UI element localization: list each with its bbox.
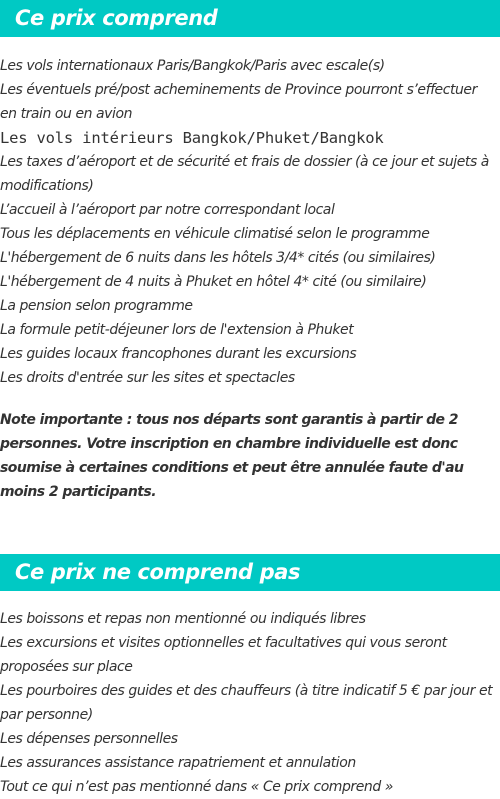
excluded-item-drinks-meals: Les boissons et repas non mentionné ou indiqués libres	[0, 611, 366, 627]
excluded-item-optional-excursions: Les excursions et visites optionnelles et facultatives qui vous seront proposées sur place	[0, 635, 447, 675]
excluded-item-personal-expenses: Les dépenses personnelles	[0, 731, 178, 747]
included-item-entrance-fees: Les droits d'entrée sur les sites et spectacles	[0, 370, 295, 386]
excluded-section-title: Ce prix ne comprend pas	[0, 554, 500, 591]
included-item-phuket-4-nights: L'hébergement de 4 nuits à Phuket en hôtel 4* cité (ou similaire)	[0, 274, 427, 290]
included-item-province-transfers: Les éventuels pré/post acheminements de Province pourront s’effectuer en train ou en avion	[0, 82, 477, 122]
included-item-airport-taxes: Les taxes d’aéroport et de sécurité et frais de dossier (à ce jour et sujets à modifications)	[0, 154, 489, 194]
excluded-item-tips: Les pourboires des guides et des chauffeurs (à titre indicatif 5 € par jour et par personne)	[0, 683, 493, 723]
included-item-breakfast: La formule petit-déjeuner lors de l'extension à Phuket	[0, 322, 354, 338]
included-item-domestic-flights: Les vols intérieurs Bangkok/Phuket/Bangkok	[0, 129, 384, 147]
excluded-item-insurance: Les assurances assistance rapatriement et annulation	[0, 755, 356, 771]
included-item-board: La pension selon programme	[0, 298, 193, 314]
excluded-item-other: Tout ce qui n’est pas mentionné dans « Ce prix comprend »	[0, 779, 393, 795]
excluded-list	[0, 607, 500, 799]
included-item-guides: Les guides locaux francophones durant les excursions	[0, 346, 357, 362]
included-section-title: Ce prix comprend	[0, 0, 500, 37]
included-item-hotels-6-nights: L'hébergement de 6 nuits dans les hôtels 3/4* cités (ou similaires)	[0, 250, 436, 266]
included-list	[0, 54, 500, 390]
included-item-transport: Tous les déplacements en véhicule climatisé selon le programme	[0, 226, 430, 242]
important-note: Note importante : tous nos départs sont garantis à partir de 2 personnes. Votre inscription en chambre individuelle est donc soumise à certaines conditions et peut être annulée faute d'au moins 2 participants.	[0, 412, 464, 500]
included-item-airport-welcome: L’accueil à l’aéroport par notre correspondant local	[0, 202, 335, 218]
included-item-international-flights: Les vols internationaux Paris/Bangkok/Paris avec escale(s)	[0, 58, 385, 74]
